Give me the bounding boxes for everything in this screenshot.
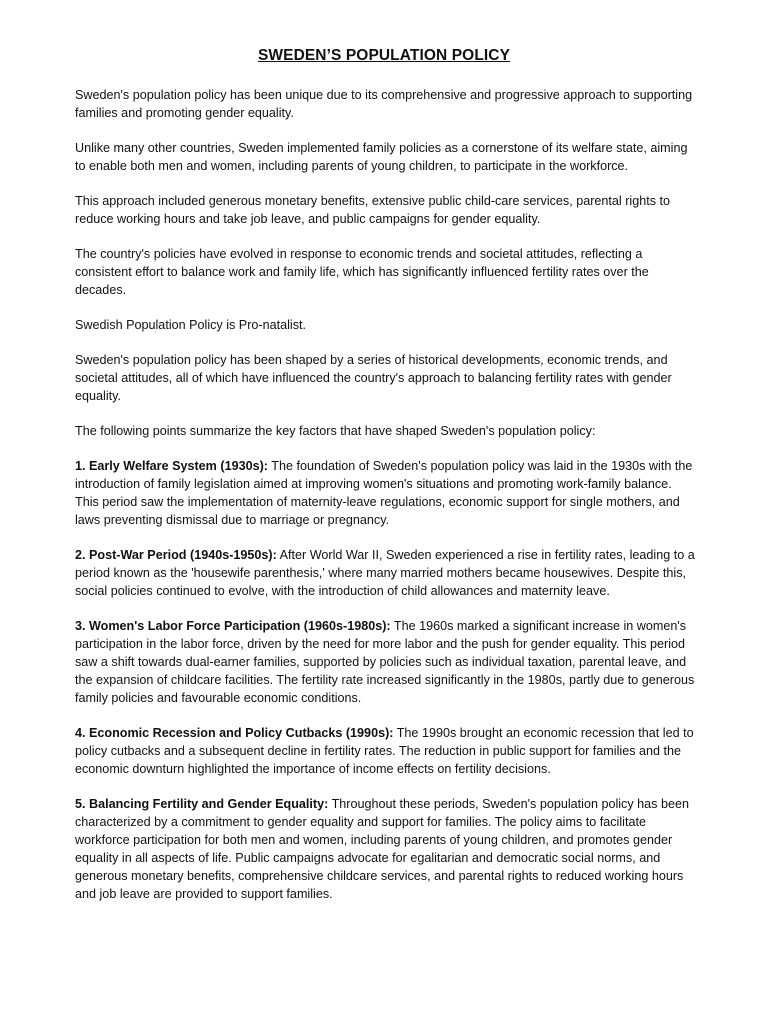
key-point-text: After World War II, Sweden experienced a rise in fertility rates, leading to a period known as the 'housewife parenthesis,' where many married mothers became housewives. Despite this, social policies continued to evolve, with the introduction of child allowances and maternity leave.	[75, 548, 695, 598]
paragraph: Sweden's population policy has been shaped by a series of historical developments, economic trends, and societal attitudes, all of which have influenced the country's approach to balancing fertility rates with gender equality.	[75, 353, 672, 403]
key-point-heading: 4. Economic Recession and Policy Cutbacks (1990s):	[75, 726, 394, 740]
key-point-text: The 1960s marked a significant increase in women's participation in the labor force, driven by the need for more labor and the push for gender equality. This period saw a shift towards dual-earner families, supported by policies such as individual taxation, parental leave, and the expansion of childcare facilities. The fertility rate increased significantly in the 1980s, partly due to generous family policies and favourable economic conditions.	[75, 619, 695, 705]
paragraph: The country's policies have evolved in response to economic trends and societal attitudes, reflecting a consistent effort to balance work and family life, which has significantly influenced fertility rates over the decades.	[75, 247, 649, 297]
paragraph: Sweden's population policy has been unique due to its comprehensive and progressive approach to supporting families and promoting gender equality.	[75, 88, 693, 120]
key-point-1	[75, 457, 695, 529]
key-point-2	[75, 546, 695, 600]
key-point-heading: 5. Balancing Fertility and Gender Equality:	[75, 797, 329, 811]
document-title: SWEDEN’S POPULATION POLICY	[257, 47, 511, 64]
key-point-heading: 3. Women's Labor Force Participation (1960s-1980s):	[75, 619, 391, 633]
key-point-3	[75, 617, 695, 707]
key-point-text: The 1990s brought an economic recession that led to policy cutbacks and a subsequent decline in fertility rates. The reduction in public support for families and the economic downturn highlighted the importance of income effects on fertility decisions.	[75, 726, 694, 776]
document-body	[75, 86, 695, 920]
paragraph: Unlike many other countries, Sweden implemented family policies as a cornerstone of its welfare state, aiming to enable both men and women, including parents of young children, to participate in the workforce.	[75, 141, 688, 173]
key-point-5	[75, 795, 695, 903]
key-point-heading: 1. Early Welfare System (1930s):	[75, 459, 268, 473]
key-point-heading: 2. Post-War Period (1940s-1950s):	[75, 548, 277, 562]
key-point-text: The foundation of Sweden's population policy was laid in the 1930s with the introduction of family legislation aimed at improving women's situations and promoting work-family balance. This period saw the implementation of maternity-leave regulations, economic support for single mothers, and laws preventing dismissal due to marriage or pregnancy.	[75, 459, 693, 527]
paragraph: This approach included generous monetary benefits, extensive public child-care services, parental rights to reduce working hours and take job leave, and public campaigns for gender equality.	[75, 194, 671, 226]
key-point-text: Throughout these periods, Sweden's population policy has been characterized by a commitment to gender equality and support for families. The policy aims to facilitate workforce participation for both men and women, including parents of young children, and promotes gender equality in all aspects of life. Public campaigns advocate for egalitarian and democratic social norms, and generous monetary benefits, comprehensive childcare services, and parental rights to reduced working hours and job leave are provided to support families.	[75, 797, 689, 901]
key-point-4	[75, 724, 695, 778]
paragraph: The following points summarize the key factors that have shaped Sweden's population policy:	[75, 424, 596, 438]
paragraph: Swedish Population Policy is Pro-natalist.	[75, 318, 306, 332]
